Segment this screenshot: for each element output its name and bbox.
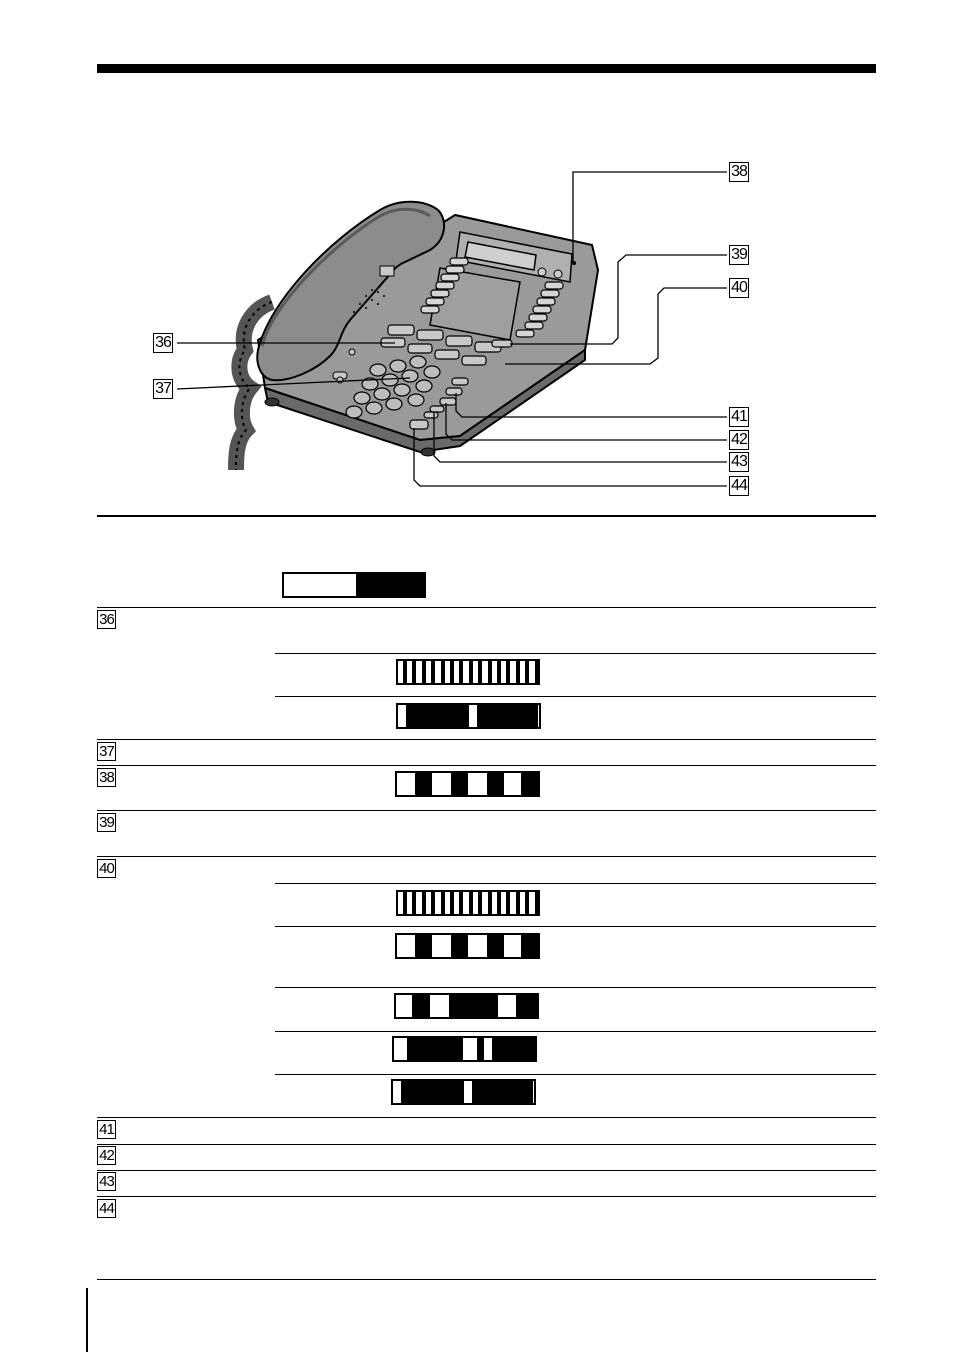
pattern-segment [521, 935, 538, 957]
telephone-diagram [0, 0, 954, 510]
pattern-segment [412, 661, 416, 683]
row-divider [97, 1117, 876, 1118]
callout-40: 40 [729, 278, 749, 298]
row-divider [97, 607, 876, 608]
pattern-segment [407, 1038, 463, 1060]
pattern-segment [488, 892, 492, 914]
pattern-segment [415, 935, 432, 957]
callout-36: 36 [153, 333, 173, 353]
row-divider [97, 856, 876, 857]
row-number-42: 42 [97, 1146, 116, 1165]
pattern-double-flash [391, 1079, 536, 1105]
pattern-segment [469, 892, 473, 914]
pattern-segment [488, 661, 492, 683]
callout-43: 43 [729, 452, 749, 472]
callout-39: 39 [729, 245, 749, 265]
pattern-segment [403, 661, 407, 683]
pattern-segment [469, 661, 473, 683]
subrow-divider [275, 883, 876, 884]
pattern-segment [415, 773, 432, 795]
pattern-segment [451, 935, 468, 957]
subrow-divider [275, 696, 876, 697]
row-number-37: 37 [97, 742, 116, 761]
row-number-39: 39 [97, 813, 116, 832]
pattern-segment [422, 661, 426, 683]
pattern-segment [487, 935, 504, 957]
pattern-mixed-flash [394, 993, 539, 1019]
row-divider [97, 1196, 876, 1197]
row-divider [97, 1170, 876, 1171]
pattern-segment [450, 892, 454, 914]
row-number-41: 41 [97, 1120, 116, 1139]
pattern-segment [497, 661, 501, 683]
row-divider [97, 765, 876, 766]
pattern-segment [401, 1081, 464, 1103]
legend-pattern [282, 572, 426, 598]
pattern-segment [516, 892, 520, 914]
pattern-segment [451, 773, 468, 795]
subrow-divider [275, 1031, 876, 1032]
pattern-segment [431, 661, 435, 683]
pattern-segment [412, 892, 416, 914]
pattern-segment [516, 661, 520, 683]
pattern-segment [403, 892, 407, 914]
callout-42: 42 [729, 430, 749, 450]
pattern-segment [449, 995, 498, 1017]
pattern-triple-flash [392, 1036, 537, 1062]
pattern-segment [477, 705, 538, 727]
pattern-segment [459, 661, 463, 683]
pattern-segment [487, 773, 504, 795]
pattern-segment [450, 661, 454, 683]
pattern-segment [459, 892, 463, 914]
row-divider [97, 1144, 876, 1145]
pattern-segment [422, 892, 426, 914]
pattern-segment [441, 661, 445, 683]
pattern-segment [506, 661, 510, 683]
row-number-36: 36 [97, 610, 116, 629]
callout-37: 37 [153, 379, 173, 399]
telephone-illustration-icon [0, 0, 954, 510]
pattern-segment [525, 892, 529, 914]
pattern-fast-flash [396, 890, 540, 916]
pattern-segment [441, 892, 445, 914]
row-divider [97, 739, 876, 740]
pattern-segment [406, 705, 469, 727]
pattern-segment [472, 1081, 533, 1103]
pattern-segment [506, 892, 510, 914]
pattern-even-flash [395, 933, 540, 959]
pattern-segment [477, 1038, 484, 1060]
row-number-40: 40 [97, 859, 116, 878]
pattern-even-flash [395, 771, 540, 797]
subrow-divider [275, 653, 876, 654]
row-number-44: 44 [97, 1199, 116, 1218]
pattern-segment [497, 892, 501, 914]
pattern-double-flash [396, 703, 541, 729]
table-bottom-rule [97, 1279, 876, 1280]
pattern-segment [516, 995, 537, 1017]
callout-44: 44 [729, 476, 749, 496]
pattern-segment [535, 661, 539, 683]
pattern-segment [525, 661, 529, 683]
row-number-43: 43 [97, 1172, 116, 1191]
callout-41: 41 [729, 407, 749, 427]
subrow-divider [275, 926, 876, 927]
pattern-segment [535, 892, 539, 914]
pattern-segment [521, 773, 538, 795]
margin-rule [86, 1288, 88, 1352]
pattern-fast-flash [396, 659, 540, 685]
pattern-segment [478, 892, 482, 914]
pattern-segment [431, 892, 435, 914]
pattern-segment [412, 995, 430, 1017]
row-number-38: 38 [97, 768, 116, 787]
subrow-divider [275, 987, 876, 988]
pattern-segment [478, 661, 482, 683]
table-top-rule [97, 515, 876, 517]
row-divider [97, 810, 876, 811]
subrow-divider [275, 1074, 876, 1075]
pattern-segment [492, 1038, 535, 1060]
callout-38: 38 [729, 162, 749, 182]
